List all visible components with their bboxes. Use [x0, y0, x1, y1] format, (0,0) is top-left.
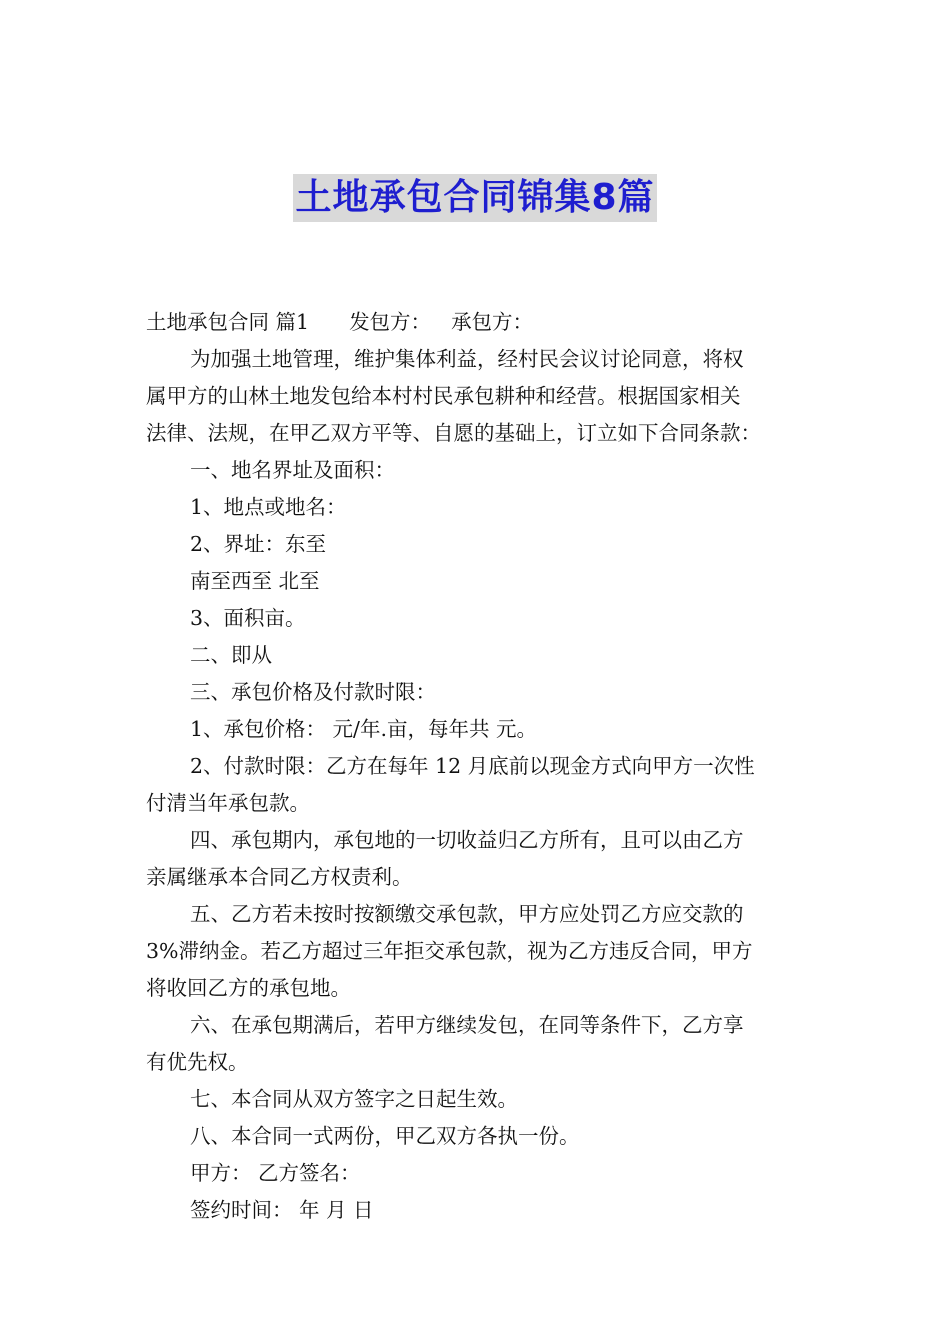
- clause-heading: 一、地名界址及面积：: [190, 458, 395, 482]
- clause-heading: 五、乙方若未按时按额缴交承包款，甲方应处罚乙方应交款的: [190, 902, 744, 926]
- clause-continued: 3%滞纳金。若乙方超过三年拒交承包款，视为乙方违反合同，甲方: [146, 939, 753, 963]
- clause-heading: 四、承包期内，承包地的一切收益归乙方所有，且可以由乙方: [190, 828, 744, 852]
- section-header: [146, 304, 806, 341]
- clause-item: 2、界址：东至: [190, 532, 327, 556]
- document-body: [146, 304, 806, 1229]
- signing-date-line: 签约时间： 年 月 日: [190, 1198, 374, 1222]
- clause-item: 1、承包价格： 元/年.亩，每年共 元。: [190, 717, 537, 741]
- clause-item: 1、地点或地名：: [190, 495, 347, 519]
- section-label: 土地承包合同 篇1: [146, 310, 310, 334]
- paragraph-line: 法律、法规，在甲乙双方平等、自愿的基础上，订立如下合同条款：: [146, 421, 761, 445]
- clause-item: 3、面积亩。: [190, 606, 306, 630]
- clause-continued: 亲属继承本合同乙方权责利。: [146, 865, 413, 889]
- clause-heading: 六、在承包期满后，若甲方继续发包，在同等条件下，乙方享: [190, 1013, 744, 1037]
- title-container: [0, 174, 950, 222]
- clause-item: 南至西至 北至: [190, 569, 320, 593]
- clause-continued: 将收回乙方的承包地。: [146, 976, 351, 1000]
- party-a-label: 发包方：: [349, 310, 432, 334]
- clause-heading: 八、本合同一式两份，甲乙双方各执一份。: [190, 1124, 580, 1148]
- signature-line: 甲方： 乙方签名：: [190, 1161, 361, 1185]
- paragraph-line: 为加强土地管理，维护集体利益，经村民会议讨论同意，将权: [190, 347, 744, 371]
- party-b-label: 承包方：: [451, 310, 534, 334]
- clause-heading: 三、承包价格及付款时限：: [190, 680, 436, 704]
- clause-continued: 有优先权。: [146, 1050, 249, 1074]
- clause-heading: 七、本合同从双方签字之日起生效。: [190, 1087, 518, 1111]
- paragraph-line: 属甲方的山林土地发包给本村村民承包耕种和经营。根据国家相关: [146, 384, 741, 408]
- document-title: 土地承包合同锦集8篇: [293, 174, 656, 222]
- clause-heading: 二、即从: [190, 643, 272, 667]
- clause-item-continued: 付清当年承包款。: [146, 791, 310, 815]
- clause-item: 2、付款时限：乙方在每年 12 月底前以现金方式向甲方一次性: [190, 754, 755, 778]
